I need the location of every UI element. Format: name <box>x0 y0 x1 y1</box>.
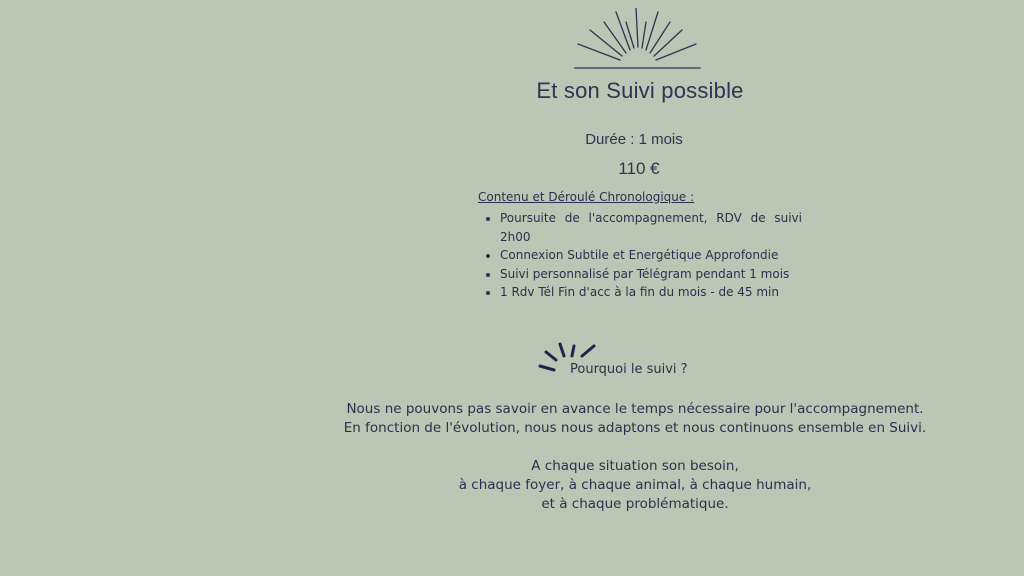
contenu-heading: Contenu et Déroulé Chronologique : <box>478 190 695 204</box>
body-line: Nous ne pouvons pas savoir en avance le temps nécessaire pour l'accompagnement. <box>346 401 924 417</box>
why-heading: Pourquoi le suivi ? <box>570 362 688 377</box>
why-body <box>290 400 980 514</box>
sunburst-icon <box>574 8 706 74</box>
body-line: En fonction de l'évolution, nous nous adaptons et nous continuons ensemble en Suivi. <box>343 420 927 436</box>
duration-text: Durée : 1 mois <box>585 131 683 148</box>
body-line: et à chaque problématique. <box>541 496 729 512</box>
list-item: • Poursuite de l'accompagnement, RDV de suivi 2h00 <box>500 209 802 246</box>
list-item: • 1 Rdv Tél Fin d'acc à la fin du mois - de 45 min <box>500 283 802 302</box>
contenu-list <box>478 209 802 302</box>
body-line: A chaque situation son besoin, <box>531 458 739 474</box>
page-title: Et son Suivi possible <box>536 78 744 103</box>
list-item: • Suivi personnalisé par Télégram pendant 1 mois <box>500 265 802 284</box>
price-text: 110 € <box>618 159 660 178</box>
body-line: à chaque foyer, à chaque animal, à chaque humain, <box>458 477 812 493</box>
spacer <box>290 438 980 457</box>
list-item: • Connexion Subtile et Energétique Approfondie <box>500 246 802 265</box>
